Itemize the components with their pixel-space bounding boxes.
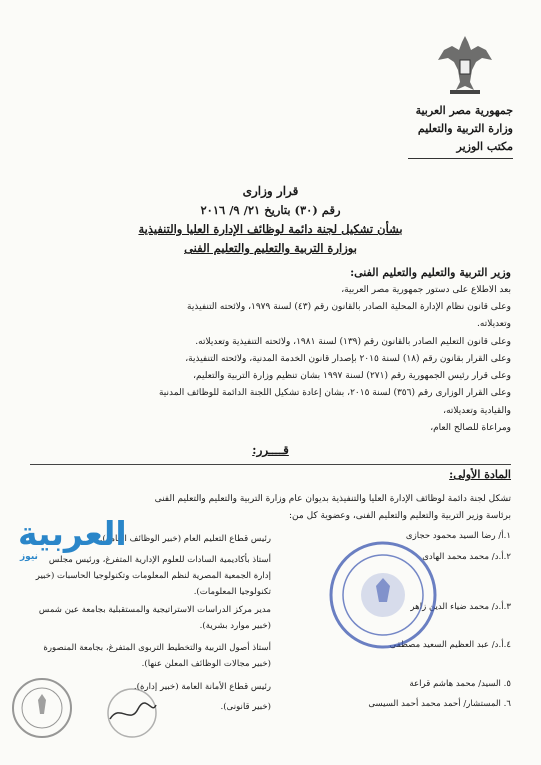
article-one-heading: المادة الأولى: [449,468,511,481]
member-name: ٤.أ.د/ عبد العظيم السعيد مصطفى [389,640,511,650]
eagle-emblem-icon [430,30,500,96]
signature-icon [104,685,160,741]
decree-title: قرار وزارى [242,184,299,198]
member-role: رئيس قطاع الأمانة العامة (خبير إدارة). [133,682,271,692]
preamble-line: وعلى القرار الوزارى رقم (٣٥٦) لسنة ٢٠١٥، بشأن إعادة تشكيل اللجنة الدائمة للوظائف المدنية [158,388,511,398]
preamble-line: وعلى القرار بقانون رقم (١٨) لسنة ٢٠١٥ بإصدار قانون الخدمة المدنية، ولائحته التنفيذية، [185,354,511,364]
member-name: ١.أ/ رضا السيد محمود حجازى [405,531,511,541]
preamble-line: وعلى قانون التعليم الصادر بالقانون رقم (١٣٩) لسنة ١٩٨١، ولائحته التنفيذية وتعديلاته. [195,337,511,347]
member-role: مدير مركز الدراسات الاستراتيجية والمستقبلية بجامعة عين شمس (خبير موارد بشرية). [38,605,271,631]
member-role: أستاذ أصول التربية والتخطيط التربوى المتفرغ، بجامعة المنصورة (خبير مجالات الوظائف المعلن عنها). [43,643,271,669]
member-name: ٦. المستشار/ أحمد محمد أحمد السيسى [368,699,511,709]
preamble-line: ومراعاة للصالح العام، [430,423,511,433]
member-role: أستاذ بأكاديمية السادات للعلوم الإدارية المتفرغ، ورئيس مجلس إدارة الجمعية المصرية لنظم المعلومات وتكنولوجيا الحاسبات (خبير تكنولوجيا المعلومات). [35,555,271,597]
article-one-line: برئاسة وزير التربية والتعليم والتعليم الفنى، وعضوية كل من: [289,511,511,521]
header-country: جمهورية مصر العربية [415,104,513,117]
preamble-line: والقيادية وتعديلاته، [443,406,511,416]
decree-ministry: بوزارة التربية والتعليم والتعليم الفنى [184,241,357,255]
preamble-line: بعد الاطلاع على دستور جمهورية مصر العربية، [341,285,511,295]
member-name: ٥. السيد/ محمد هاشم قراعة [409,679,511,689]
header-underline [408,158,513,159]
member-name: ٢.أ.د/ محمد محمد الهادى [422,552,511,562]
article-one-line: تشكل لجنة دائمة لوظائف الإدارة العليا والتنفيذية بديوان عام وزارة التربية والتعليم والتعليم الفنى [154,494,511,504]
seal-icon [10,676,74,740]
decides-heading: قــــرر: [252,443,289,457]
divider [30,464,511,465]
member-role: رئيس قطاع التعليم العام (خبير الوظائف العامة). [99,534,271,544]
member-name: ٣.أ.د/ محمد ضياء الدين زاهر [410,602,511,612]
preamble-line: وعلى قرار رئيس الجمهورية رقم (٢٧١) لسنة ١٩٩٧ بشأن تنظيم وزارة التربية والتعليم، [193,371,511,381]
decree-subject: بشأن تشكيل لجنة دائمة لوظائف الإدارة العليا والتنفيذية [138,222,403,236]
alarabiya-logo [18,514,127,570]
minister-line: وزير التربية والتعليم والتعليم الفنى: [350,266,511,279]
preamble-line: وتعديلاته. [477,319,511,329]
member-role: (خبير قانونى). [220,702,271,712]
logo-text: العربية [18,514,127,553]
logo-subtext: نيوز [20,552,38,562]
header-ministry: وزارة التربية والتعليم [417,122,513,135]
preamble-line: وعلى قانون نظام الإدارة المحلية الصادر بالقانون رقم (٤٣) لسنة ١٩٧٩، ولائحته التنفيذية [187,302,511,312]
ministry-stamp-icon [324,536,442,654]
decree-number-date: رقم (٣٠) بتاريخ ٢١/ ٩/ ٢٠١٦ [200,203,341,217]
header-office: مكتب الوزير [456,140,513,153]
